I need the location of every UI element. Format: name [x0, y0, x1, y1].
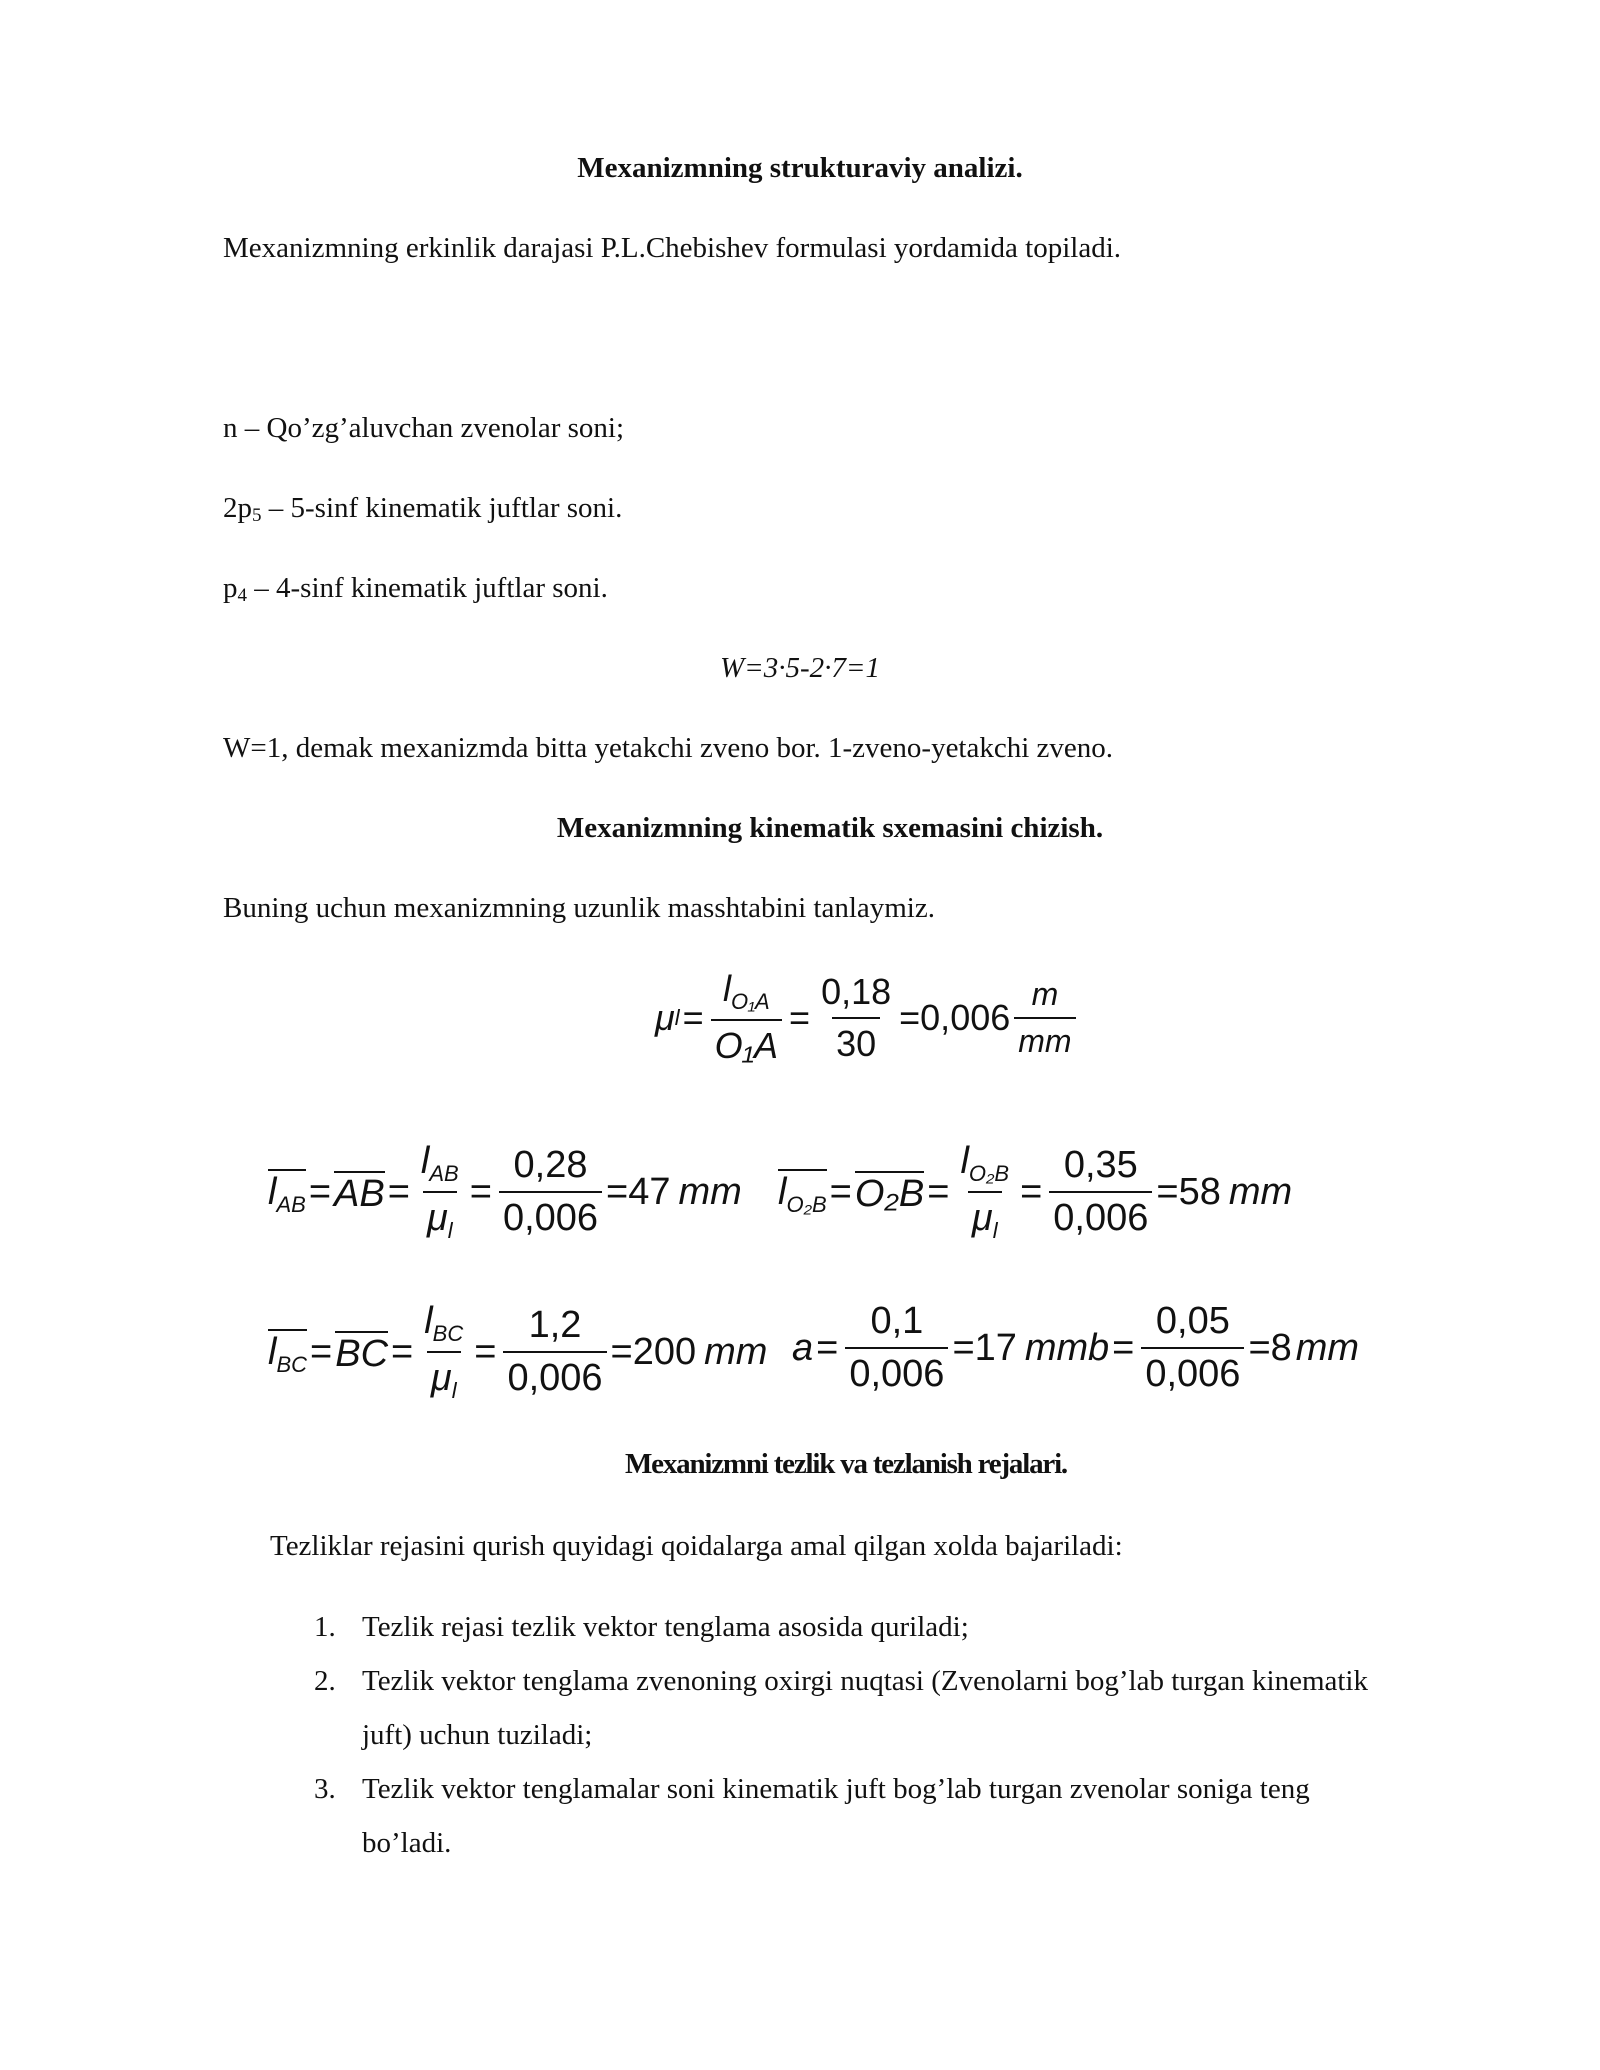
length-a-formula: a = $\frac{0,1}{0,006}$ =17 mm [792, 1300, 1089, 1395]
bc-frac-den: μ [430, 1357, 452, 1399]
ab-val-den: 0,006 [499, 1191, 602, 1240]
p5-subscript: 5 [252, 505, 262, 526]
o2b-frac-num: l [960, 1140, 969, 1182]
o2b-lhs: l [778, 1170, 787, 1213]
definition-p4 [223, 570, 608, 614]
list-item-number: 1. [314, 1611, 336, 1643]
ab-frac-den-sub: l [447, 1218, 453, 1243]
mu-fraction-numeric [817, 971, 895, 1065]
a-val-den: 0,006 [845, 1347, 948, 1396]
mu-den: O₁A [711, 1019, 782, 1067]
o2b-mid: O₂B [854, 1173, 925, 1215]
scale-formula: μ l = $\frac{l_{O_1A}}{\text{O₁A}}$ = $\frac{0,18}{30}$ =0,006 $\frac{m}{mm}$ [655, 968, 1080, 1067]
o2b-lhs-sub: O₂B [786, 1191, 827, 1217]
a-fraction [845, 1300, 948, 1396]
b-val-den: 0,006 [1141, 1347, 1244, 1396]
ab-val-num: 0,28 [513, 1144, 588, 1186]
bc-lhs-sub: BC [276, 1351, 308, 1377]
bc-fraction-symbolic [420, 1300, 467, 1404]
list-item-text: Tezlik rejasi tezlik vektor tenglama asosida quriladi; [362, 1611, 969, 1643]
a-result: =17 [952, 1326, 1017, 1369]
a-unit: mm [1024, 1326, 1089, 1369]
ab-result: =47 [606, 1170, 671, 1213]
p4-prefix: p [223, 572, 238, 604]
section-title-kinematic-scheme: Mexanizmning kinematik sxemasini chizish. [556, 812, 1104, 844]
definition-p5 [223, 490, 622, 534]
mu-result: =0,006 [899, 996, 1011, 1038]
ab-frac-num-sub: AB [429, 1161, 459, 1186]
bc-result: =200 [610, 1330, 697, 1373]
length-ab-formula: $l_{AB}$ = AB = $\frac{l_{AB}}{\mu_l}$ = $\frac{0,28}{0,006}$ =47 mm [268, 1140, 742, 1243]
mu-subscript: l [674, 1004, 680, 1030]
p4-description: – 4-sinf kinematik juftlar soni. [247, 572, 608, 604]
mu-val-den: 30 [832, 1017, 880, 1065]
bc-mid: BC [335, 1333, 389, 1375]
b-val-num: 0,05 [1155, 1300, 1230, 1342]
list-item-text: Tezlik vektor tenglama zvenoning oxirgi nuqtasi (Zvenolarni bog’lab turgan kinematik [362, 1665, 1368, 1697]
mu-symbol: μ [655, 996, 675, 1038]
list-item-text-continued: juft) uchun tuziladi; [362, 1719, 593, 1751]
b-result: =8 [1248, 1326, 1292, 1369]
scale-paragraph: Buning uchun mexanizmning uzunlik masshtabini tanlaymiz. [223, 892, 935, 924]
definition-n: n – Qo’zg’aluvchan zvenolar soni; [223, 412, 625, 444]
b-unit: mm [1295, 1326, 1360, 1369]
list-item-text-continued: bo’ladi. [362, 1827, 452, 1859]
bc-val-den: 0,006 [503, 1351, 606, 1400]
o2b-unit: mm [1228, 1170, 1293, 1213]
bc-fraction-numeric [503, 1304, 606, 1400]
section-title-velocity-plans: Mexanizmni tezlik va tezlanish rejalari. [625, 1448, 1067, 1480]
bc-frac-num-sub: BC [432, 1321, 464, 1346]
b-fraction [1141, 1300, 1244, 1396]
ab-fraction-symbolic [417, 1140, 463, 1244]
mu-num-sub: O₁A [730, 989, 770, 1014]
length-bc-formula: $l_{BC}$ = BC = $\frac{l_{BC}}{\mu_l}$ = $\frac{1,2}{0,006}$ =200 mm [268, 1300, 768, 1403]
p5-description: – 5-sinf kinematik juftlar soni. [261, 492, 623, 524]
mu-unit-den: mm [1014, 1017, 1075, 1060]
o2b-result: =58 [1156, 1170, 1221, 1213]
intro-paragraph: Mexanizmning erkinlik darajasi P.L.Chebishev formulasi yordamida topiladi. [223, 232, 1122, 264]
p4-subscript: 4 [237, 585, 247, 606]
section-title-structural-analysis: Mexanizmning strukturaviy analizi. [577, 152, 1023, 184]
ab-frac-num: l [420, 1140, 430, 1182]
ab-lhs: l [268, 1170, 277, 1213]
o2b-fraction-numeric [1049, 1144, 1152, 1240]
list-item [314, 1654, 1368, 1762]
o2b-frac-den-sub: l [992, 1218, 998, 1243]
o2b-frac-num-sub: O₂B [968, 1161, 1010, 1186]
ab-frac-den: μ [426, 1197, 448, 1239]
ab-unit: mm [678, 1170, 742, 1213]
o2b-frac-den: μ [971, 1197, 993, 1239]
list-item [314, 1600, 1368, 1654]
o2b-val-num: 0,35 [1063, 1144, 1138, 1186]
p5-prefix: 2p [223, 492, 252, 524]
velocity-intro-paragraph: Tezliklar rejasini qurish quyidagi qoidalarga amal qilgan xolda bajariladi: [270, 1530, 1123, 1562]
ab-fraction-numeric [499, 1144, 602, 1240]
ab-lhs-sub: AB [276, 1191, 306, 1217]
mu-num-l: l [722, 968, 731, 1009]
w-result: W=1, demak mexanizmda bitta yetakchi zveno bor. 1-zveno-yetakchi zveno. [223, 732, 1114, 764]
ab-mid: AB [334, 1173, 385, 1215]
velocity-rules-list [314, 1600, 1368, 1870]
a-val-num: 0,1 [870, 1300, 924, 1342]
mu-fraction-symbolic [711, 968, 782, 1067]
w-formula: W=3·5-2·7=1 [720, 652, 880, 684]
bc-frac-num: l [424, 1300, 433, 1342]
b-lhs: b [1088, 1326, 1110, 1369]
bc-frac-den-sub: l [451, 1378, 457, 1403]
mu-val-num: 0,18 [821, 970, 892, 1012]
length-o2b-formula: $l_{O_2B}$ = O₂B = $\frac{l_{O_2B}}{\mu_l}$ = $\frac{0,35}{0,006}$ =58 mm [778, 1140, 1293, 1243]
o2b-val-den: 0,006 [1049, 1191, 1152, 1240]
list-item-text: Tezlik vektor tenglamalar soni kinematik juft bog’lab turgan zvenolar soniga teng [362, 1773, 1310, 1805]
bc-unit: mm [704, 1330, 768, 1373]
a-lhs: a [792, 1326, 814, 1369]
length-b-formula: b = $\frac{0,05}{0,006}$ =8 mm [1088, 1300, 1360, 1395]
mu-unit [1014, 976, 1075, 1060]
list-item [314, 1762, 1368, 1870]
list-item-number: 2. [314, 1665, 336, 1697]
o2b-fraction-symbolic [956, 1140, 1013, 1244]
bc-val-num: 1,2 [528, 1304, 582, 1346]
list-item-number: 3. [314, 1773, 336, 1805]
mu-unit-num: m [1031, 975, 1059, 1012]
bc-lhs: l [268, 1330, 277, 1373]
